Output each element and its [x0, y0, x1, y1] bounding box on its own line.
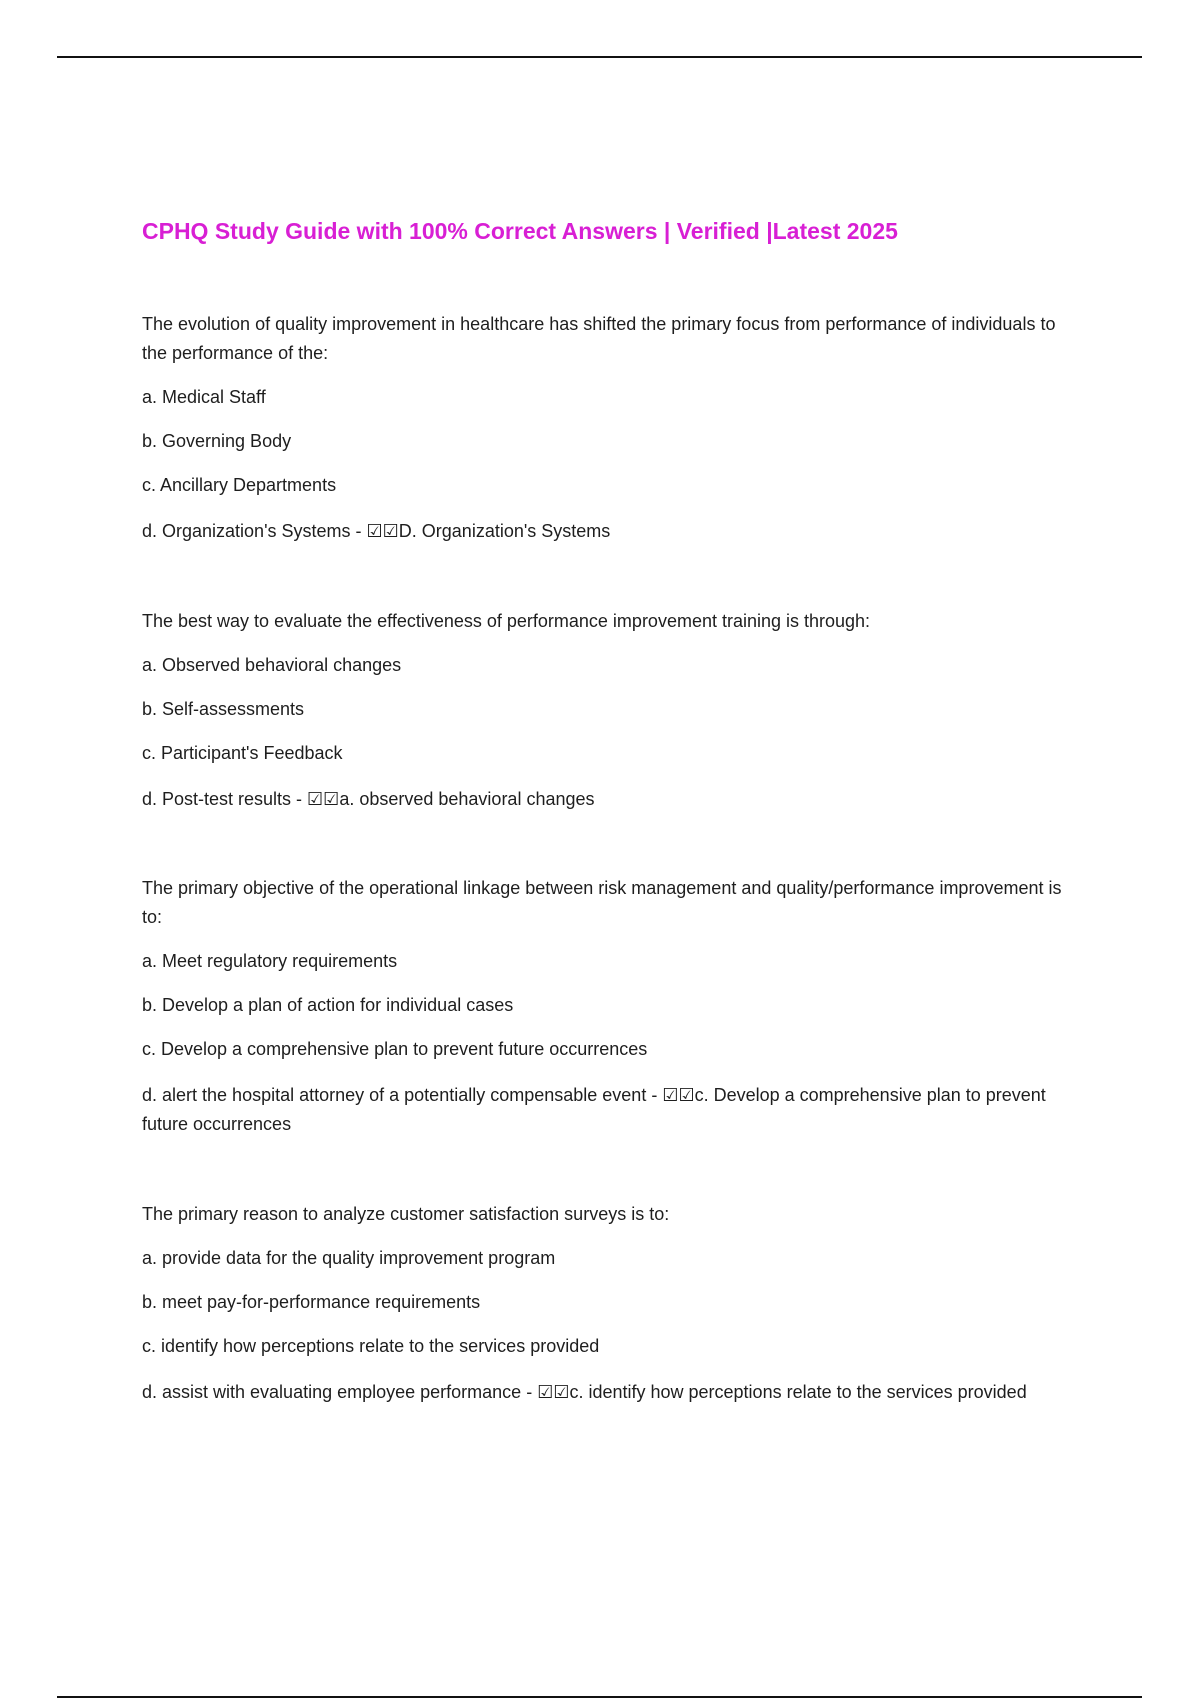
- answer-option-with-key: d. Organization's Systems - ☑☑D. Organization's Systems: [142, 521, 611, 541]
- answer-option-with-key: d. assist with evaluating employee performance - ☑☑c. identify how perceptions relate to the services provided: [142, 1382, 1027, 1402]
- answer-option: c. Develop a comprehensive plan to prevent future occurrences: [142, 1039, 648, 1059]
- answer-option: c. identify how perceptions relate to the services provided: [142, 1336, 600, 1356]
- question-2: [142, 607, 1062, 829]
- answer-option: b. Self-assessments: [142, 699, 305, 719]
- question-4: [142, 1200, 1062, 1422]
- answer-option: c. Ancillary Departments: [142, 475, 337, 495]
- bottom-rule: [57, 1696, 1142, 1698]
- answer-option-with-key: d. alert the hospital attorney of a potentially compensable event - ☑☑c. Develop a comprehensive plan to prevent future occurrences: [142, 1085, 1046, 1134]
- answer-option: b. Governing Body: [142, 431, 292, 451]
- top-rule: [57, 56, 1142, 58]
- answer-option: b. Develop a plan of action for individual cases: [142, 995, 514, 1015]
- answer-option: b. meet pay-for-performance requirements: [142, 1292, 481, 1312]
- answer-option: a. Medical Staff: [142, 387, 266, 407]
- document-title: CPHQ Study Guide with 100% Correct Answers | Verified |Latest 2025: [142, 218, 898, 244]
- answer-option: c. Participant's Feedback: [142, 743, 343, 763]
- question-1: [142, 310, 1062, 561]
- answer-option: a. Observed behavioral changes: [142, 655, 402, 675]
- question-prompt: The primary reason to analyze customer satisfaction surveys is to:: [142, 1204, 670, 1224]
- answer-option-with-key: d. Post-test results - ☑☑a. observed behavioral changes: [142, 789, 595, 809]
- answer-option: a. provide data for the quality improvement program: [142, 1248, 556, 1268]
- question-prompt: The best way to evaluate the effectiveness of performance improvement training is through:: [142, 611, 871, 631]
- answer-option: a. Meet regulatory requirements: [142, 951, 398, 971]
- question-prompt: The primary objective of the operational linkage between risk management and quality/performance improvement is to:: [142, 878, 1062, 927]
- question-3: [142, 874, 1062, 1154]
- question-prompt: The evolution of quality improvement in healthcare has shifted the primary focus from performance of individuals to the performance of the:: [142, 314, 1056, 363]
